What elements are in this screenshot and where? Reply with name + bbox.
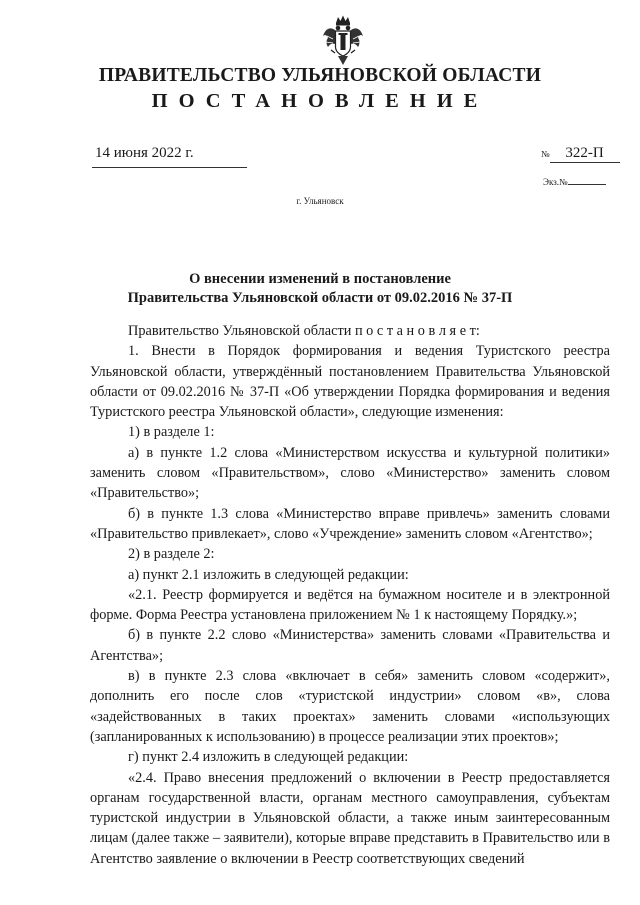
city: г. Ульяновск	[296, 196, 344, 206]
body-paragraph: в) в пункте 2.3 слова «включает в себя» заменить словом «содержит», дополнить его после слов «туристской индустрии» словом «в», слова «задействованных в таких проектах» заменить словами «использующих (запланированных к использованию) в процессе реализации этих проектов»;	[90, 668, 610, 745]
body-paragraph: г) пункт 2.4 изложить в следующей редакции:	[128, 749, 409, 766]
body-paragraph: «2.4. Право внесения предложений о включении в Реестр предоставляется органам государственной власти, органам местного самоуправления, субъектам туристской индустрии в Ульяновской области, а также иным заинтересованным лицам (далее также – заявители), которые вправе представить в Правительство или в Агентство заявление о включении в Реестр соответствующих сведений	[90, 769, 610, 867]
title-line: О внесении изменений в постановление	[189, 271, 451, 287]
decree-title	[0, 270, 640, 308]
body-paragraph: 2) в разделе 2:	[128, 546, 215, 563]
body-paragraph: 1) в разделе 1:	[128, 424, 215, 441]
body-paragraph: а) в пункте 1.2 слова «Министерством искусства и культурной политики» заменить словом «Правительством», слово «Министерство» заменить словом «Правительство»;	[90, 444, 610, 502]
document-type: ПОСТАНОВЛЕНИЕ	[151, 90, 489, 112]
decree-number-field	[541, 145, 620, 163]
number-sign: №	[541, 149, 550, 159]
title-line: Правительства Ульяновской области от 09.02.2016 № 37-П	[127, 290, 513, 306]
date-underline	[92, 167, 247, 168]
body-paragraph: Правительство Ульяновской области п о с т а н о в л я е т:	[128, 323, 480, 339]
body-paragraph: б) в пункте 1.3 слова «Министерство вправе привлечь» заменить словами «Правительство привлекает», слово «Учреждение» заменить словом «Агентство»;	[90, 505, 610, 542]
decree-number: 322-П	[550, 145, 620, 163]
government-name: ПРАВИТЕЛЬСТВО УЛЬЯНОВСКОЙ ОБЛАСТИ	[98, 65, 542, 86]
decree-date: 14 июня 2022 г.	[95, 145, 194, 161]
copy-number-blank	[568, 184, 606, 185]
body-paragraph: 1. Внести в Порядок формирования и ведения Туристского реестра Ульяновской области, утверждённый постановлением Правительства Ульяновской области от 09.02.2016 № 37-П «Об утверждении Порядка формирования и ведения Туристского реестра Ульяновской области», следующие изменения:	[90, 343, 610, 421]
body-paragraph: б) в пункте 2.2 слово «Министерства» заменить словами «Правительства и Агентства»;	[90, 627, 610, 664]
body-paragraph: «2.1. Реестр формируется и ведётся на бумажном носителе и в электронной форме. Форма Реестра установлена приложением № 1 к настоящему Порядку.»;	[90, 586, 610, 624]
copy-number-label: Экз.№	[543, 177, 568, 187]
coat-of-arms-icon	[321, 14, 365, 68]
copy-number-field	[543, 177, 606, 187]
decree-body	[90, 321, 610, 869]
body-paragraph: а) пункт 2.1 изложить в следующей редакции:	[128, 566, 409, 583]
